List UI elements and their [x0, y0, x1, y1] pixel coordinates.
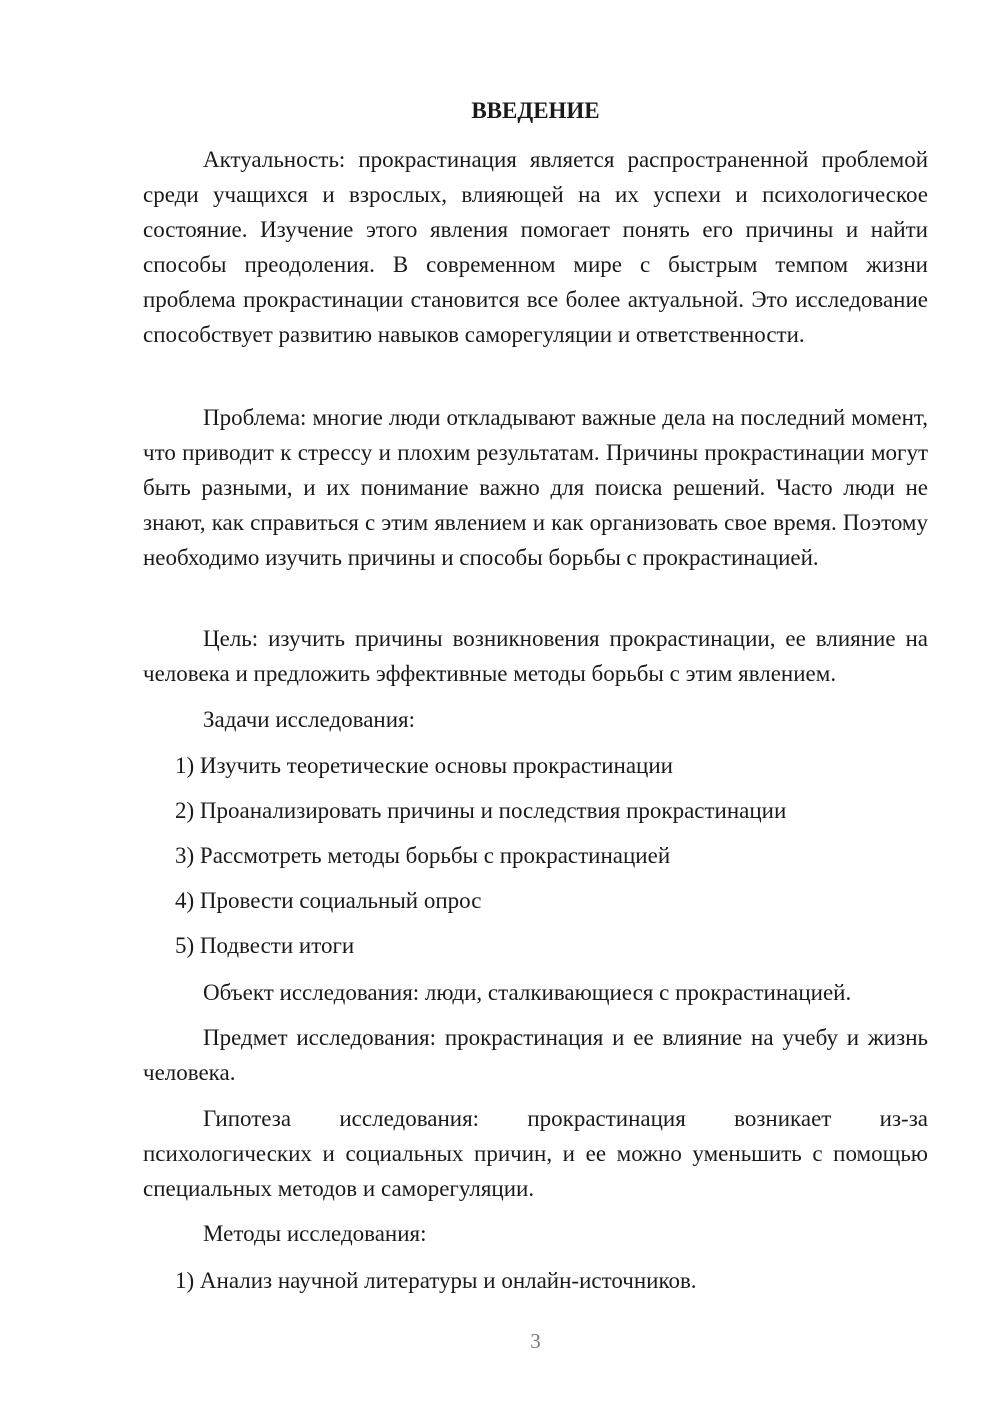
- paragraph-goal: Цель: изучить причины возникновения прокрастинации, ее влияние на человека и предложить эффективные методы борьбы с этим явлением.: [143, 626, 928, 686]
- tasks-heading: Задачи исследования:: [203, 707, 416, 732]
- task-item-2: 2) Проанализировать причины и последствия прокрастинации: [175, 798, 787, 823]
- paragraph-relevance: Актуальность: прокрастинация является распространенной проблемой среди учащихся и взрослых, влияющей на их успехи и психологическое состояние. Изучение этого явления помогает понять его причины и найти способы преодоления. В современном мире с быстрым темпом жизни проблема прокрастинации становится все более актуальной. Это исследование способствует развитию навыков саморегуляции и ответственности.: [143, 147, 928, 347]
- task-item-4: 4) Провести социальный опрос: [175, 888, 482, 913]
- page-number: 3: [530, 1329, 541, 1353]
- method-item-1: 1) Анализ научной литературы и онлайн-источников.: [175, 1268, 697, 1293]
- task-item-3: 3) Рассмотреть методы борьбы с прокрастинацией: [175, 843, 671, 868]
- paragraph-problem: Проблема: многие люди откладывают важные дела на последний момент, что приводит к стрессу и плохим результатам. Причины прокрастинации могут быть разными, и их понимание важно для поиска решений. Часто люди не знают, как справиться с этим явлением и как организовать свое время. Поэтому необходимо изучить причины и способы борьбы с прокрастинацией.: [143, 405, 928, 570]
- methods-heading: Методы исследования:: [203, 1221, 427, 1246]
- paragraph-object: Объект исследования: люди, сталкивающиеся с прокрастинацией.: [203, 980, 852, 1005]
- task-item-1: 1) Изучить теоретические основы прокрастинации: [175, 753, 673, 778]
- task-item-5: 5) Подвести итоги: [175, 933, 355, 958]
- paragraph-hypothesis: Гипотеза исследования: прокрастинация возникает из-за психологических и социальных причин, и ее можно уменьшить с помощью специальных методов и саморегуляции.: [143, 1106, 928, 1201]
- paragraph-subject: Предмет исследования: прокрастинация и ее влияние на учебу и жизнь человека.: [143, 1025, 928, 1085]
- page-title: ВВЕДЕНИЕ: [471, 98, 600, 123]
